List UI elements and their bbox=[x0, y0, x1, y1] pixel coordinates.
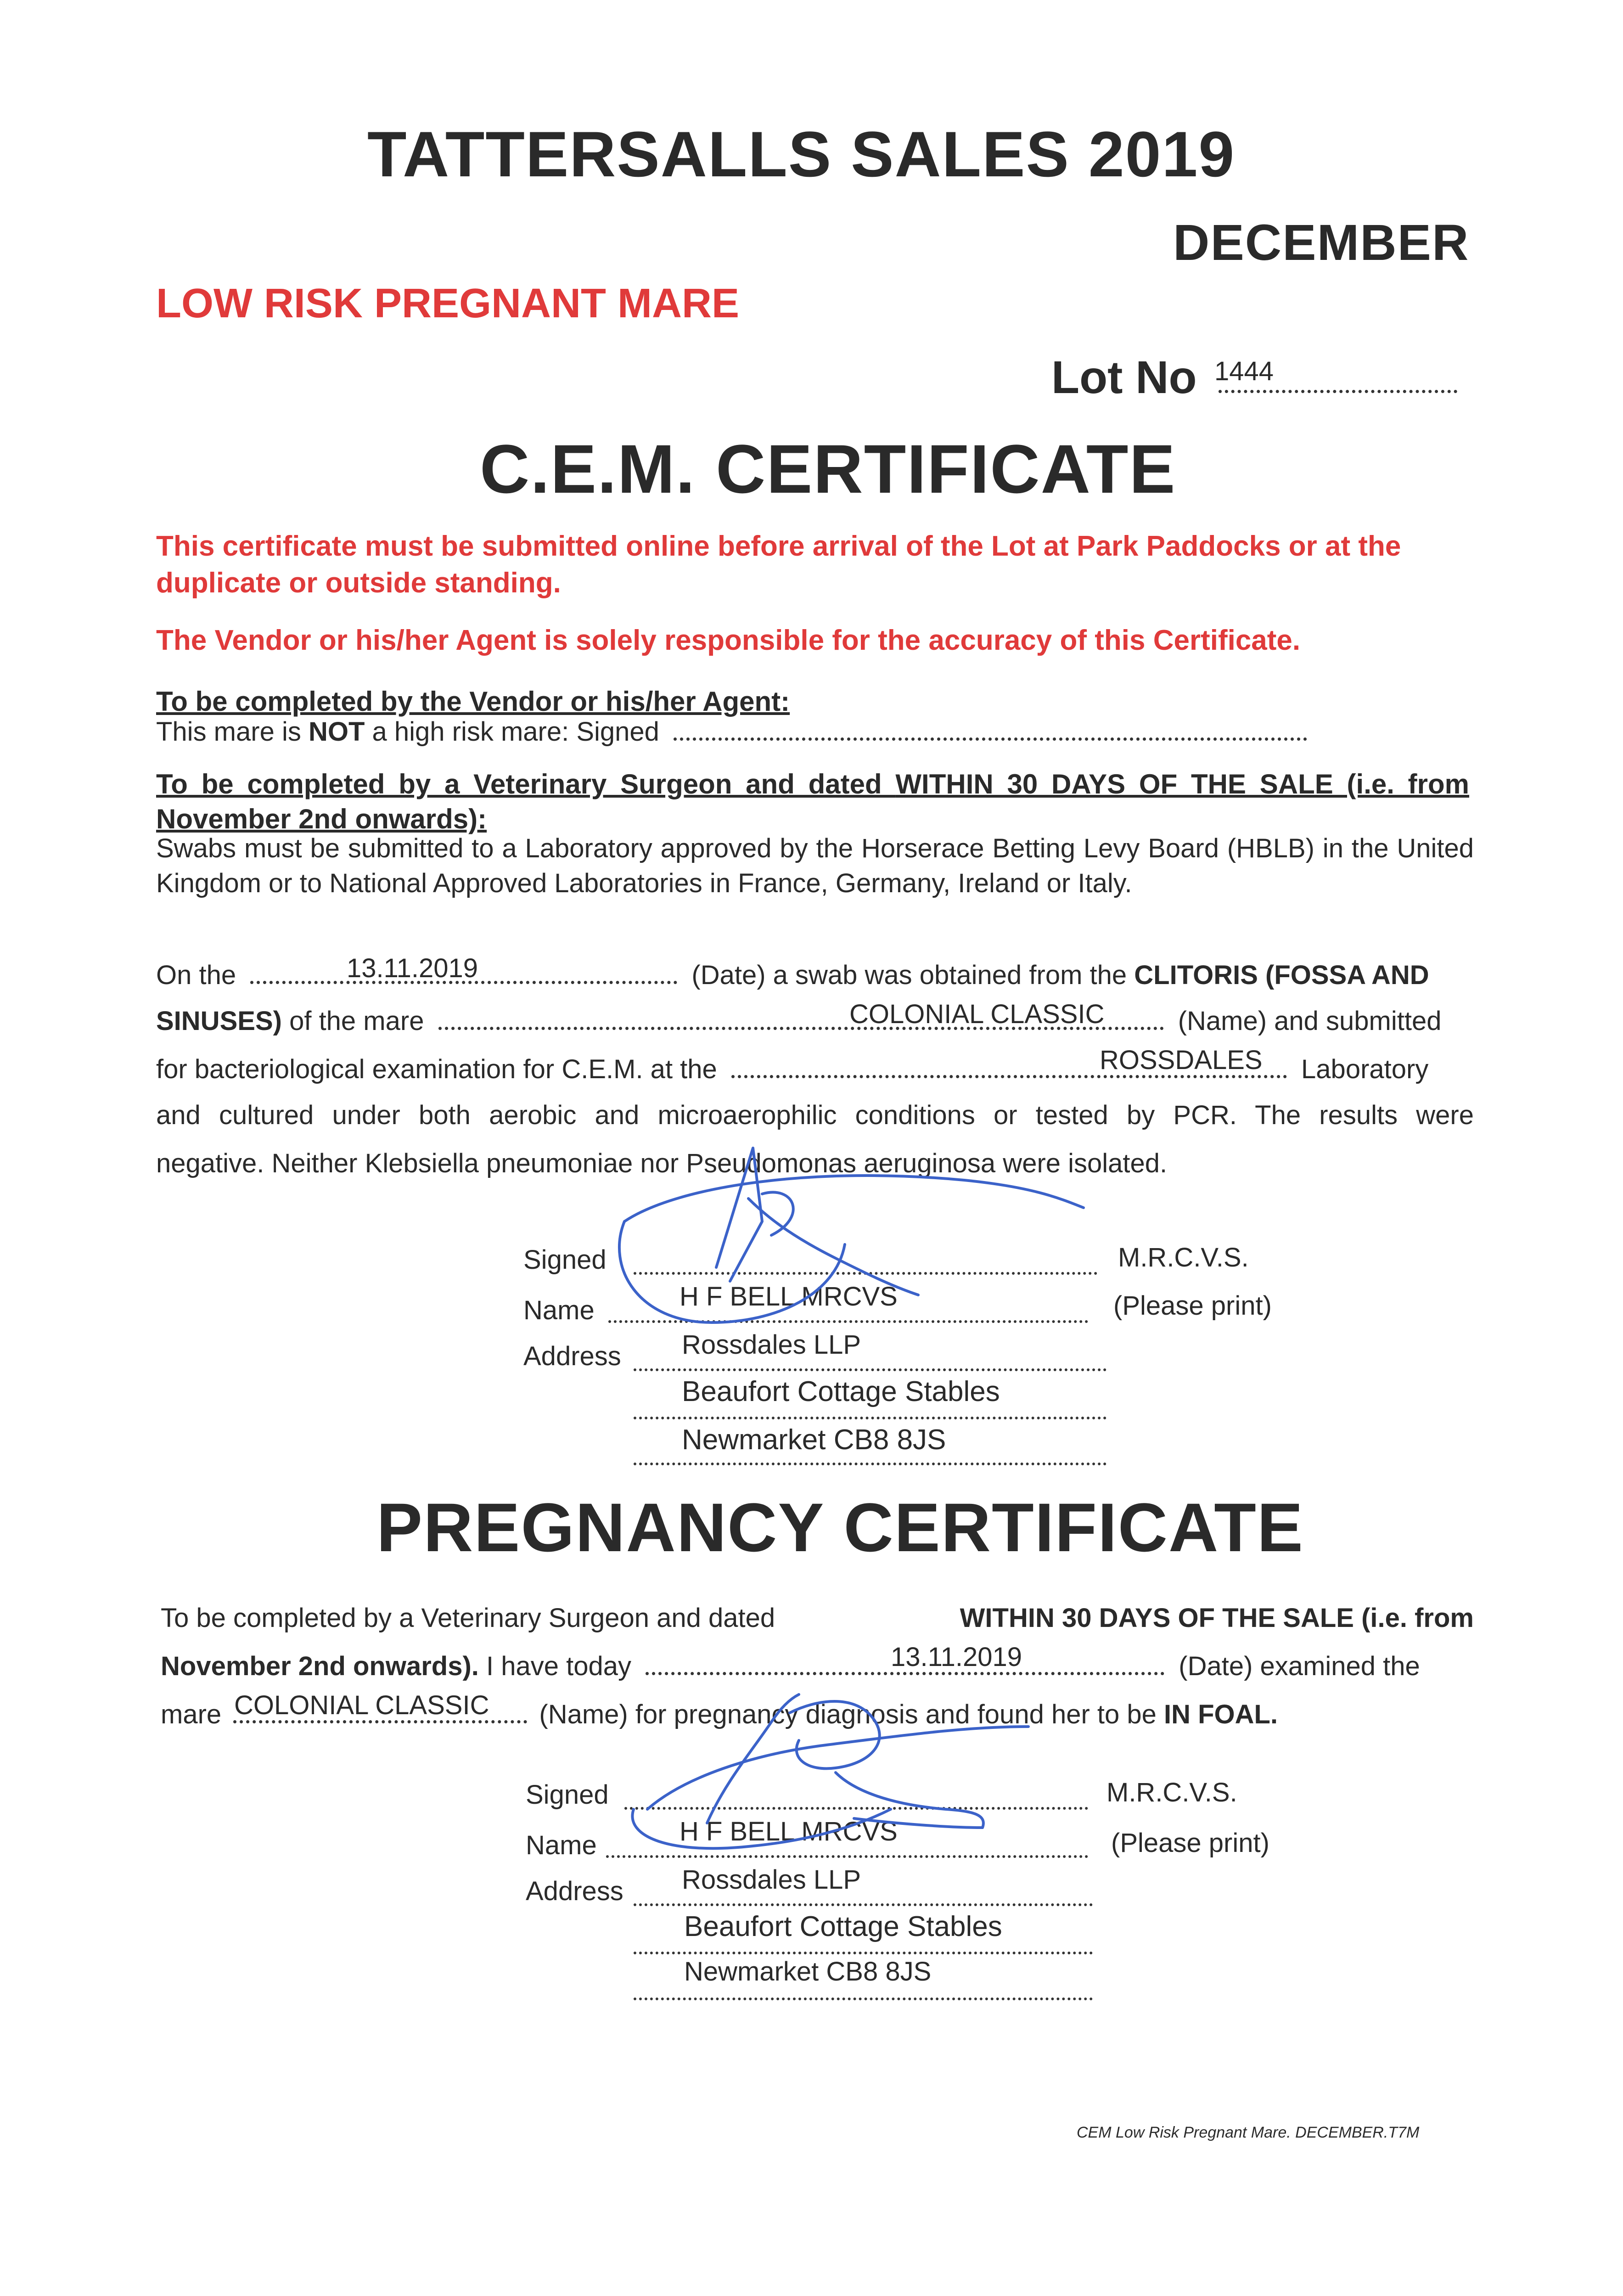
cem-name-value: H F BELL MRCVS bbox=[680, 1282, 898, 1311]
sale-month: DECEMBER bbox=[1173, 214, 1470, 271]
preg-mare-name-value: COLONIAL CLASSIC bbox=[234, 1690, 489, 1720]
preg-address-line-1: Rossdales LLP bbox=[682, 1865, 861, 1895]
cem-mrcvs-label: M.R.C.V.S. bbox=[1118, 1243, 1249, 1272]
swabs-instruction: Swabs must be submitted to a Laboratory approved by the Horserace Betting Levy Board (HBLB) in the United Kingdom or to National Approved Laboratories in France, Germany, Ireland or Italy. bbox=[156, 833, 1474, 898]
preg-line-2-today: I have today bbox=[486, 1651, 632, 1681]
cem-name-label: Name bbox=[523, 1295, 595, 1325]
preg-line-2-deadline: November 2nd onwards). bbox=[161, 1651, 479, 1681]
preg-line-3-in-foal: IN FOAL. bbox=[1164, 1699, 1278, 1729]
preg-name-label: Name bbox=[526, 1830, 597, 1860]
document-title: TATTERSALLS SALES 2019 bbox=[367, 118, 1236, 190]
preg-mrcvs-label: M.R.C.V.S. bbox=[1106, 1778, 1237, 1807]
cem-certificate-heading: C.E.M. CERTIFICATE bbox=[480, 430, 1176, 507]
vendor-section-heading: To be completed by the Vendor or his/her Agent: bbox=[156, 686, 790, 717]
vendor-line-end: a high risk mare: Signed bbox=[365, 717, 659, 747]
vet-heading-start: To be completed by a Veterinary Surgeon and dated bbox=[156, 769, 896, 799]
pregnancy-certificate-heading: PREGNANCY CERTIFICATE bbox=[376, 1489, 1304, 1566]
preg-address-label: Address bbox=[526, 1876, 623, 1906]
cem-address-label: Address bbox=[523, 1341, 621, 1371]
mare-category: LOW RISK PREGNANT MARE bbox=[156, 281, 739, 326]
cem-lab-dotline bbox=[731, 1075, 1287, 1078]
lot-label: Lot No bbox=[1051, 352, 1197, 403]
on-the-label: On the bbox=[156, 960, 236, 990]
date-label: (Date) a swab was obtained from the bbox=[691, 960, 1127, 990]
form-reference-footer: CEM Low Risk Pregnant Mare. DECEMBER.T7M bbox=[1077, 2124, 1420, 2141]
preg-address-dotline-3 bbox=[634, 1998, 1093, 2000]
preg-date-value: 13.11.2019 bbox=[891, 1642, 1022, 1672]
preg-vet-signature bbox=[615, 1671, 1074, 1869]
preg-address-line-3: Newmarket CB8 8JS bbox=[684, 1957, 932, 1986]
preg-please-print: (Please print) bbox=[1111, 1828, 1269, 1858]
cem-address-line-1: Rossdales LLP bbox=[682, 1330, 861, 1360]
cem-address-line-3: Newmarket CB8 8JS bbox=[682, 1424, 946, 1456]
preg-line-1-deadline: WITHIN 30 DAYS OF THE SALE (i.e. from bbox=[960, 1603, 1474, 1633]
vendor-line-start: This mare is bbox=[156, 717, 309, 747]
cem-address-line-2: Beaufort Cottage Stables bbox=[682, 1376, 1000, 1407]
vendor-line-not: NOT bbox=[308, 717, 365, 747]
preg-line-3-middle: (Name) for pregnancy diagnosis and found her to be bbox=[539, 1699, 1157, 1729]
lot-dotline bbox=[1219, 390, 1457, 393]
name-submitted-label: (Name) and submitted bbox=[1178, 1006, 1442, 1036]
for-bacteriological-label: for bacteriological examination for C.E.M. at the bbox=[156, 1054, 717, 1084]
cem-responsibility-notice: The Vendor or his/her Agent is solely responsible for the accuracy of this Certificate. bbox=[156, 625, 1301, 656]
laboratory-label: Laboratory bbox=[1301, 1054, 1429, 1084]
preg-line-3-mare: mare bbox=[161, 1699, 222, 1729]
preg-line-1-start: To be completed by a Veterinary Surgeon and dated bbox=[161, 1603, 775, 1633]
preg-line-2-end: (Date) examined the bbox=[1179, 1651, 1420, 1681]
vendor-signature-dotline bbox=[674, 737, 1307, 741]
cem-address-dotline-1 bbox=[634, 1368, 1106, 1371]
vendor-declaration bbox=[156, 716, 1307, 747]
sinuses-label: SINUSES) bbox=[156, 1006, 282, 1036]
cem-signed-label: Signed bbox=[523, 1245, 607, 1275]
cem-please-print: (Please print) bbox=[1113, 1291, 1272, 1321]
vet-heading-colon: : bbox=[477, 804, 487, 834]
preg-mare-dotline bbox=[233, 1720, 527, 1723]
preg-signed-label: Signed bbox=[526, 1780, 609, 1810]
lot-value: 1444 bbox=[1214, 356, 1274, 386]
cem-line-5: negative. Neither Klebsiella pneumoniae nor Pseudomonas aeruginosa were isolated. bbox=[156, 1148, 1168, 1178]
preg-name-value: H F BELL MRCVS bbox=[680, 1817, 898, 1846]
preg-line-1 bbox=[161, 1603, 1474, 1633]
preg-address-dotline-1 bbox=[634, 1903, 1093, 1906]
vet-heading-deadline: WITHIN 30 DAYS OF THE SALE (i.e. from November 2nd onwards) bbox=[156, 769, 1469, 834]
cem-vet-signature bbox=[597, 1130, 1102, 1359]
cem-date-value: 13.11.2019 bbox=[347, 953, 478, 983]
vet-section-heading bbox=[156, 767, 1469, 837]
preg-address-line-2: Beaufort Cottage Stables bbox=[684, 1911, 1002, 1942]
preg-address-dotline-2 bbox=[634, 1952, 1093, 1954]
cem-line-2 bbox=[156, 1006, 1442, 1036]
clitoris-label: CLITORIS (FOSSA AND bbox=[1134, 960, 1429, 990]
cem-address-dotline-2 bbox=[634, 1417, 1106, 1419]
cem-line-4: and cultured under both aerobic and microaerophilic conditions or tested by PCR. The results were bbox=[156, 1100, 1474, 1130]
cem-submission-notice: This certificate must be submitted online before arrival of the Lot at Park Paddocks or at the duplicate or outside standing. bbox=[156, 530, 1401, 599]
of-the-mare-label: of the mare bbox=[289, 1006, 424, 1036]
cem-mare-name-value: COLONIAL CLASSIC bbox=[849, 999, 1105, 1029]
cem-address-dotline-3 bbox=[634, 1463, 1106, 1465]
cem-lab-value: ROSSDALES bbox=[1100, 1045, 1263, 1075]
